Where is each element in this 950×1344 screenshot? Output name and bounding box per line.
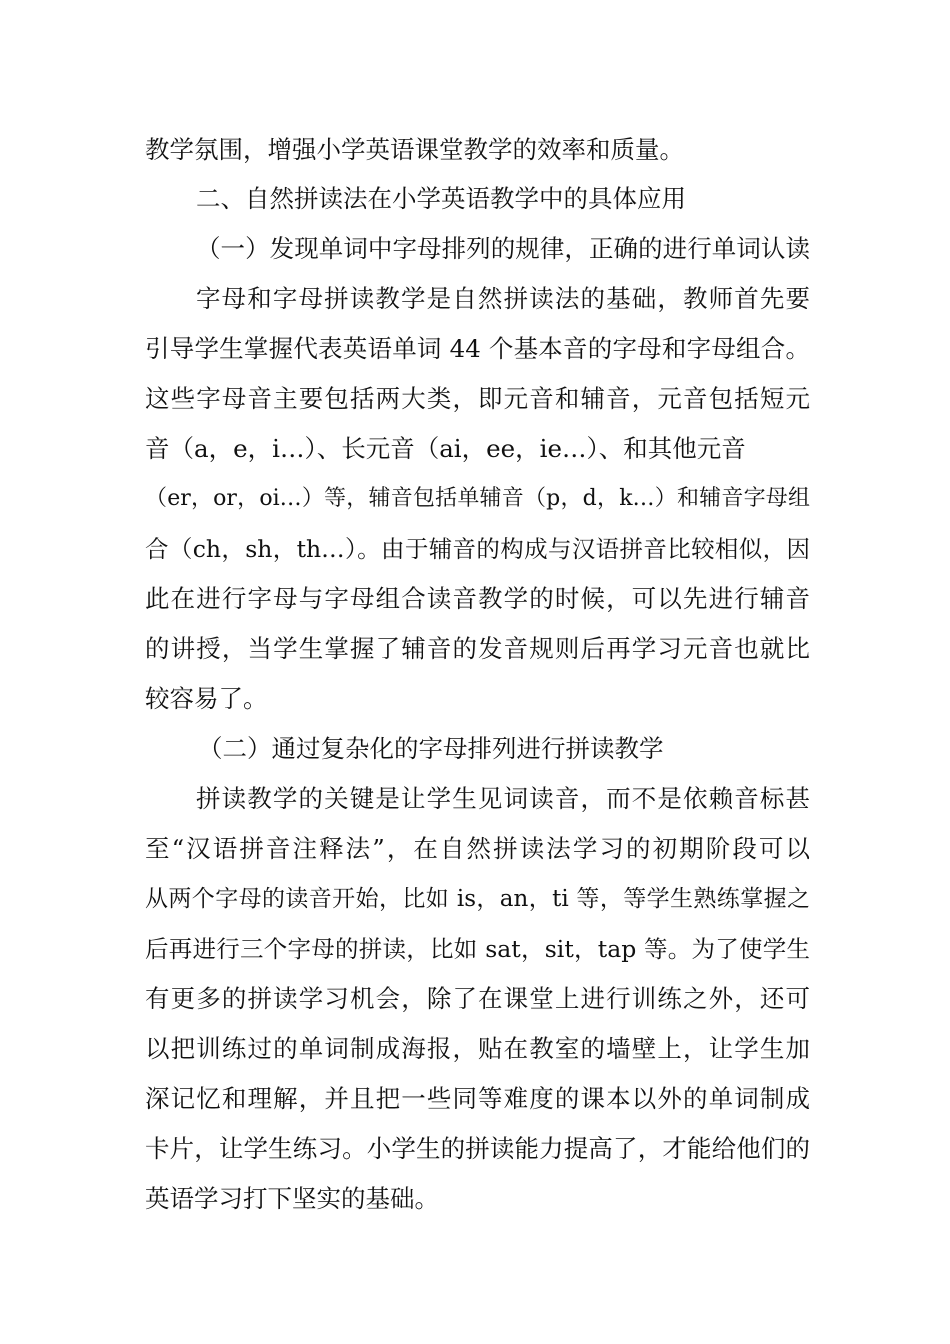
- paragraph-line: （er，or，oi…）等，辅音包括单辅音（p，d，k…）和辅音字母组: [145, 486, 810, 511]
- section-heading: 二、自然拼读法在小学英语教学中的具体应用: [196, 184, 686, 213]
- paragraph-line: 引导学生掌握代表英语单词 44 个基本音的字母和字母组合。: [145, 334, 810, 363]
- subsection-heading: （二）通过复杂化的字母排列进行拼读教学: [198, 734, 664, 763]
- paragraph-line: 从两个字母的读音开始，比如 is，an，ti 等，等学生熟练掌握之: [145, 886, 810, 912]
- paragraph-line: 有更多的拼读学习机会，除了在课堂上进行训练之外，还可: [145, 984, 810, 1013]
- paragraph-line: 至“汉语拼音注释法”，在自然拼读法学习的初期阶段可以: [145, 834, 810, 863]
- paragraph-line: 此在进行字母与字母组合读音教学的时候，可以先进行辅音: [145, 584, 810, 613]
- paragraph-line: 教学氛围，增强小学英语课堂教学的效率和质量。: [145, 135, 684, 164]
- paragraph-line: 的讲授，当学生掌握了辅音的发音规则后再学习元音也就比: [145, 634, 810, 663]
- paragraph-line: 英语学习打下坚实的基础。: [145, 1184, 439, 1213]
- paragraph-line: 合（ch，sh，th…）。由于辅音的构成与汉语拼音比较相似，因: [145, 535, 810, 563]
- paragraph-line: 这些字母音主要包括两大类，即元音和辅音，元音包括短元: [145, 384, 810, 413]
- paragraph-line: 后再进行三个字母的拼读，比如 sat，sit，tap 等。为了使学生: [145, 935, 810, 963]
- subsection-heading: （一）发现单词中字母排列的规律，正确的进行单词认读: [196, 234, 810, 263]
- paragraph-line: 深记忆和理解，并且把一些同等难度的课本以外的单词制成: [145, 1084, 810, 1113]
- paragraph-line: 卡片，让学生练习。小学生的拼读能力提高了，才能给他们的: [145, 1134, 810, 1163]
- paragraph-line: 音（a，e，i…）、长元音（ai，ee，ie…）、和其他元音: [145, 434, 746, 463]
- paragraph-line: 字母和字母拼读教学是自然拼读法的基础，教师首先要: [196, 284, 810, 313]
- paragraph-line: 以把训练过的单词制成海报，贴在教室的墙壁上，让学生加: [145, 1034, 810, 1063]
- paragraph-line: 较容易了。: [145, 684, 268, 713]
- paragraph-line: 拼读教学的关键是让学生见词读音，而不是依赖音标甚: [196, 784, 810, 813]
